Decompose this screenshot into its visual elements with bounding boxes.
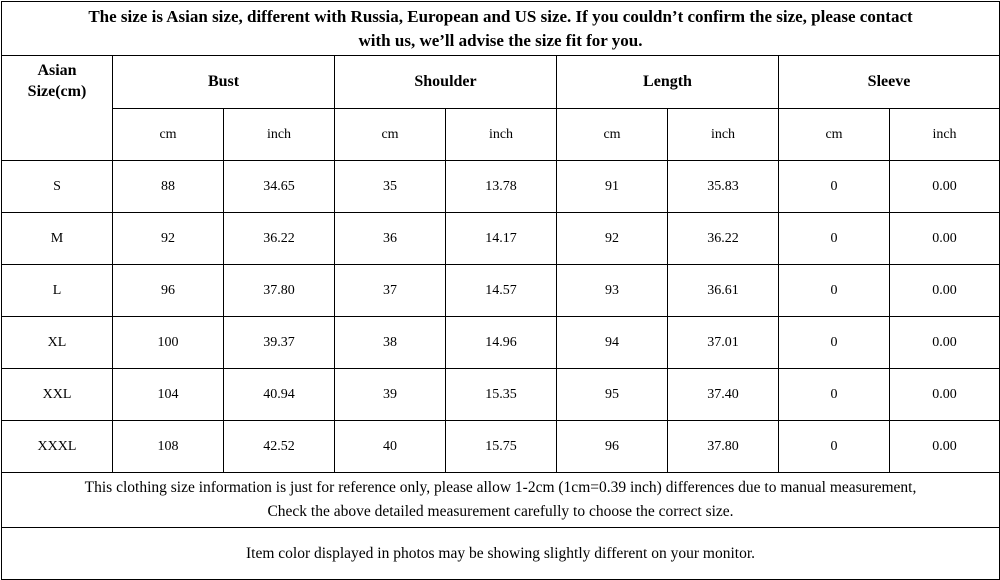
unit-bust-inch: inch — [224, 109, 335, 161]
color-note: Item color displayed in photos may be showing slightly different on your monitor. — [2, 528, 1000, 580]
sleeve-inch-cell: 0.00 — [890, 161, 1000, 213]
length-cm-cell: 92 — [557, 213, 668, 265]
color-note-row — [2, 528, 1000, 580]
size-label: XL — [2, 317, 113, 369]
header-length: Length — [557, 56, 779, 109]
table-row — [2, 317, 1000, 369]
shoulder-inch-cell: 15.75 — [446, 421, 557, 473]
units-row — [2, 109, 1000, 161]
unit-shoulder-inch: inch — [446, 109, 557, 161]
table-row — [2, 161, 1000, 213]
length-inch-cell: 35.83 — [668, 161, 779, 213]
shoulder-cm-cell: 36 — [335, 213, 446, 265]
shoulder-cm-cell: 39 — [335, 369, 446, 421]
length-cm-cell: 91 — [557, 161, 668, 213]
unit-sleeve-cm: cm — [779, 109, 890, 161]
size-label: XXL — [2, 369, 113, 421]
size-notice — [2, 2, 1000, 56]
sleeve-inch-cell: 0.00 — [890, 213, 1000, 265]
unit-length-cm: cm — [557, 109, 668, 161]
header-asian-size — [2, 56, 113, 161]
sleeve-cm-cell: 0 — [779, 421, 890, 473]
bust-inch-cell: 39.37 — [224, 317, 335, 369]
sleeve-cm-cell: 0 — [779, 161, 890, 213]
header-bust: Bust — [113, 56, 335, 109]
size-chart-table — [1, 1, 1000, 580]
length-inch-cell: 37.01 — [668, 317, 779, 369]
shoulder-cm-cell: 37 — [335, 265, 446, 317]
header-asian-size-line2: Size(cm) — [27, 83, 87, 100]
shoulder-inch-cell: 14.57 — [446, 265, 557, 317]
shoulder-inch-cell: 14.17 — [446, 213, 557, 265]
sleeve-inch-cell: 0.00 — [890, 317, 1000, 369]
reference-note-line1: This clothing size information is just for reference only, please allow 1-2cm (1cm=0.39 inch) differences due to manual measurement, — [84, 479, 917, 496]
table-row — [2, 265, 1000, 317]
size-label: XXXL — [2, 421, 113, 473]
size-notice-line1: The size is Asian size, different with Russia, European and US size. If you couldn’t confirm the size, please contact — [88, 6, 913, 26]
size-label: L — [2, 265, 113, 317]
length-cm-cell: 93 — [557, 265, 668, 317]
header-shoulder: Shoulder — [335, 56, 557, 109]
sleeve-cm-cell: 0 — [779, 369, 890, 421]
length-inch-cell: 36.61 — [668, 265, 779, 317]
sleeve-inch-cell: 0.00 — [890, 421, 1000, 473]
bust-cm-cell: 92 — [113, 213, 224, 265]
notice-row — [2, 2, 1000, 56]
size-notice-line2: with us, we’ll advise the size fit for you. — [358, 30, 643, 50]
size-label: M — [2, 213, 113, 265]
bust-inch-cell: 42.52 — [224, 421, 335, 473]
length-cm-cell: 95 — [557, 369, 668, 421]
sleeve-inch-cell: 0.00 — [890, 369, 1000, 421]
unit-sleeve-inch: inch — [890, 109, 1000, 161]
bust-inch-cell: 40.94 — [224, 369, 335, 421]
shoulder-inch-cell: 14.96 — [446, 317, 557, 369]
size-label: S — [2, 161, 113, 213]
shoulder-inch-cell: 15.35 — [446, 369, 557, 421]
header-sleeve: Sleeve — [779, 56, 1000, 109]
sleeve-cm-cell: 0 — [779, 213, 890, 265]
shoulder-cm-cell: 38 — [335, 317, 446, 369]
length-inch-cell: 37.40 — [668, 369, 779, 421]
shoulder-cm-cell: 35 — [335, 161, 446, 213]
length-cm-cell: 94 — [557, 317, 668, 369]
bust-cm-cell: 100 — [113, 317, 224, 369]
bust-cm-cell: 88 — [113, 161, 224, 213]
bust-inch-cell: 37.80 — [224, 265, 335, 317]
sleeve-inch-cell: 0.00 — [890, 265, 1000, 317]
table-row — [2, 421, 1000, 473]
shoulder-cm-cell: 40 — [335, 421, 446, 473]
bust-cm-cell: 108 — [113, 421, 224, 473]
bust-cm-cell: 104 — [113, 369, 224, 421]
reference-note-row — [2, 473, 1000, 528]
length-inch-cell: 36.22 — [668, 213, 779, 265]
unit-bust-cm: cm — [113, 109, 224, 161]
unit-shoulder-cm: cm — [335, 109, 446, 161]
bust-inch-cell: 34.65 — [224, 161, 335, 213]
header-asian-size-line1: Asian — [37, 62, 77, 79]
reference-note — [2, 473, 1000, 528]
sleeve-cm-cell: 0 — [779, 317, 890, 369]
header-row — [2, 56, 1000, 109]
bust-cm-cell: 96 — [113, 265, 224, 317]
table-row — [2, 213, 1000, 265]
bust-inch-cell: 36.22 — [224, 213, 335, 265]
shoulder-inch-cell: 13.78 — [446, 161, 557, 213]
reference-note-line2: Check the above detailed measurement carefully to choose the correct size. — [267, 503, 734, 520]
length-cm-cell: 96 — [557, 421, 668, 473]
length-inch-cell: 37.80 — [668, 421, 779, 473]
table-row — [2, 369, 1000, 421]
unit-length-inch: inch — [668, 109, 779, 161]
sleeve-cm-cell: 0 — [779, 265, 890, 317]
